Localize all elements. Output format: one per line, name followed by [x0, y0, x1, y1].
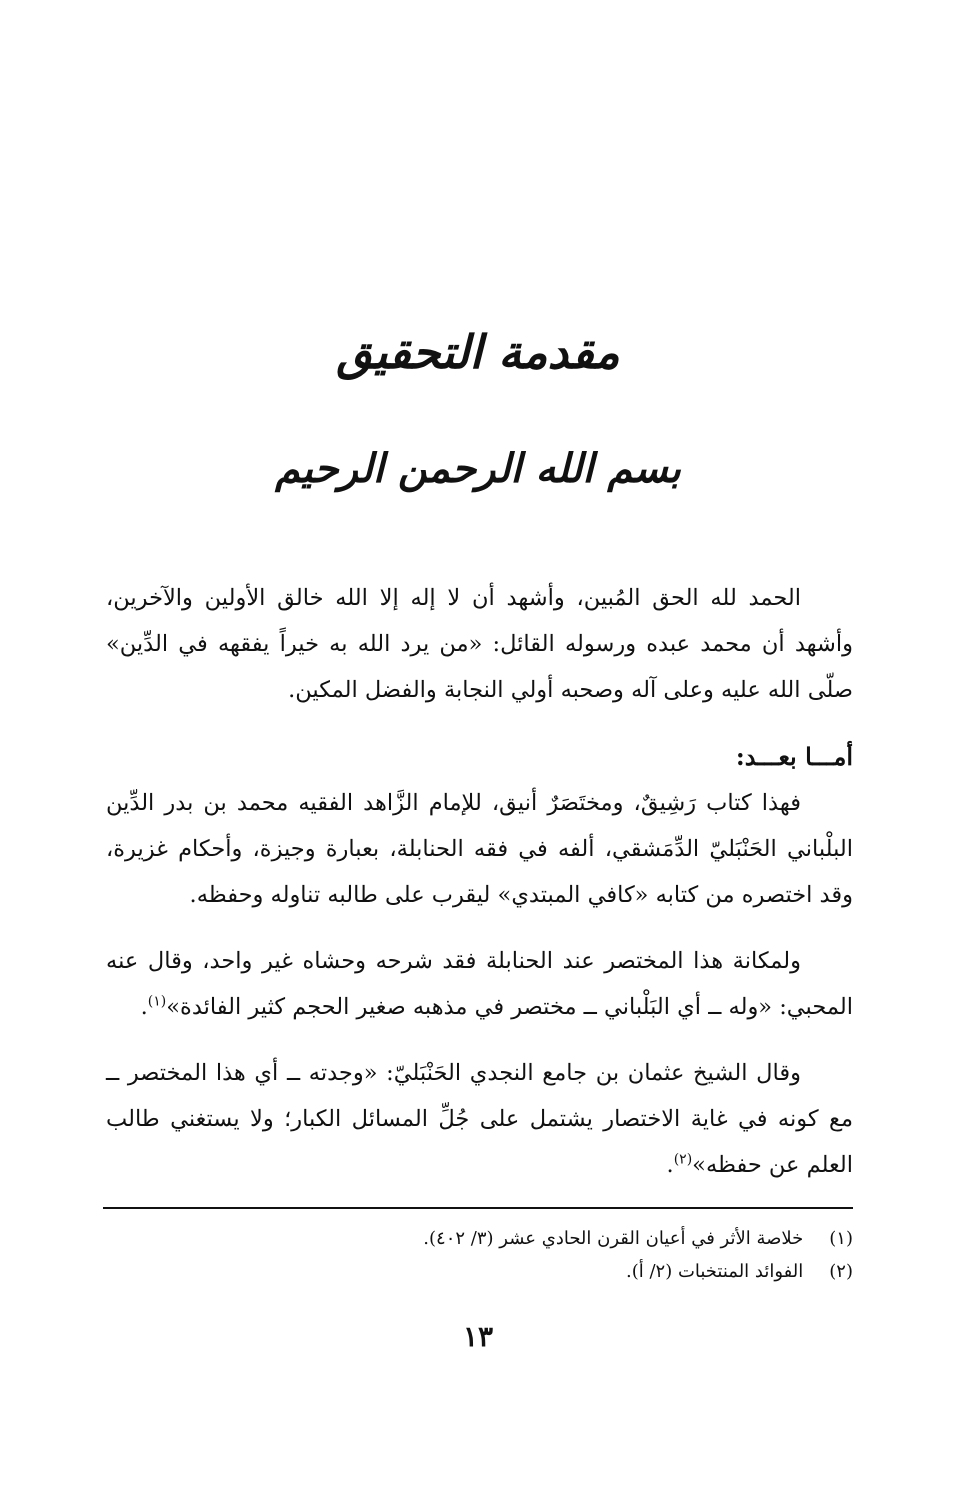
footnote-ref: (٢)	[673, 1151, 693, 1168]
footnote-ref: (١)	[147, 993, 167, 1010]
footnote-item	[106, 1255, 853, 1288]
footnote-number: (٢)	[829, 1261, 853, 1282]
paragraph-text	[106, 938, 853, 1030]
section-heading: أمـــا بعـــد:	[735, 742, 853, 771]
footnote-divider	[103, 1207, 853, 1209]
footnote-number: (١)	[829, 1228, 853, 1249]
footnote-text: الفوائد المنتخبات (٢/ أ).	[626, 1261, 804, 1282]
paragraph-muhibbi-quote	[106, 938, 853, 1030]
basmala: بسم الله الرحمن الرحيم	[275, 445, 681, 492]
paragraph-body: ولمكانة هذا المختصر عند الحنابلة فقد شرحه وحشاه غير واحد، وقال عنه المحبي: «وله ــ أي البَلْباني ــ مختصر في مذهبه صغير الحجم كثير الفائدة»	[106, 948, 853, 1020]
paragraph-najdi-quote	[106, 1050, 853, 1188]
paragraph-end: .	[140, 994, 148, 1020]
paragraph-opening	[106, 575, 853, 713]
paragraph-text: الحمد لله الحق المُبين، وأشهد أن لا إله إلا الله خالق الأولين والآخرين، وأشهد أن محمد عبده ورسوله القائل: «من يرد الله به خيراً يفقهه في الدِّين» صلّى الله عليه وعلى آله وصحبه أولي النجابة والفضل المكين.	[106, 585, 853, 703]
page-title: مقدمة التحقيق	[336, 325, 620, 379]
paragraph-end: .	[666, 1152, 674, 1178]
footnote-text: خلاصة الأثر في أعيان القرن الحادي عشر (٣/ ٤٠٢).	[423, 1228, 804, 1249]
page-number: ١٣	[462, 1320, 494, 1353]
paragraph-body: وقال الشيخ عثمان بن جامع النجدي الحَنْبَليّ: «وجدته ــ أي هذا المختصر ــ مع كونه في غاية الاختصار يشتمل على جُلِّ المسائل الكبار؛ ولا يستغني طالب العلم عن حفظه»	[106, 1060, 853, 1178]
paragraph-book-intro	[106, 780, 853, 918]
paragraph-text	[106, 1050, 853, 1188]
footnotes	[106, 1222, 853, 1288]
paragraph-text: فهذا كتاب رَشِيقٌ، ومختَصَرٌ أنيق، للإمام الزَّاهد الفقيه محمد بن بدر الدِّين البلْباني الحَنْبَليّ الدِّمَشقي، ألفه في فقه الحنابلة، بعبارة وجيزة، وأحكام غزيرة، وقد اختصره من كتابه «كافي المبتدي» ليقرب على طالبه تناوله وحفظه.	[106, 790, 853, 908]
footnote-item	[106, 1222, 853, 1255]
